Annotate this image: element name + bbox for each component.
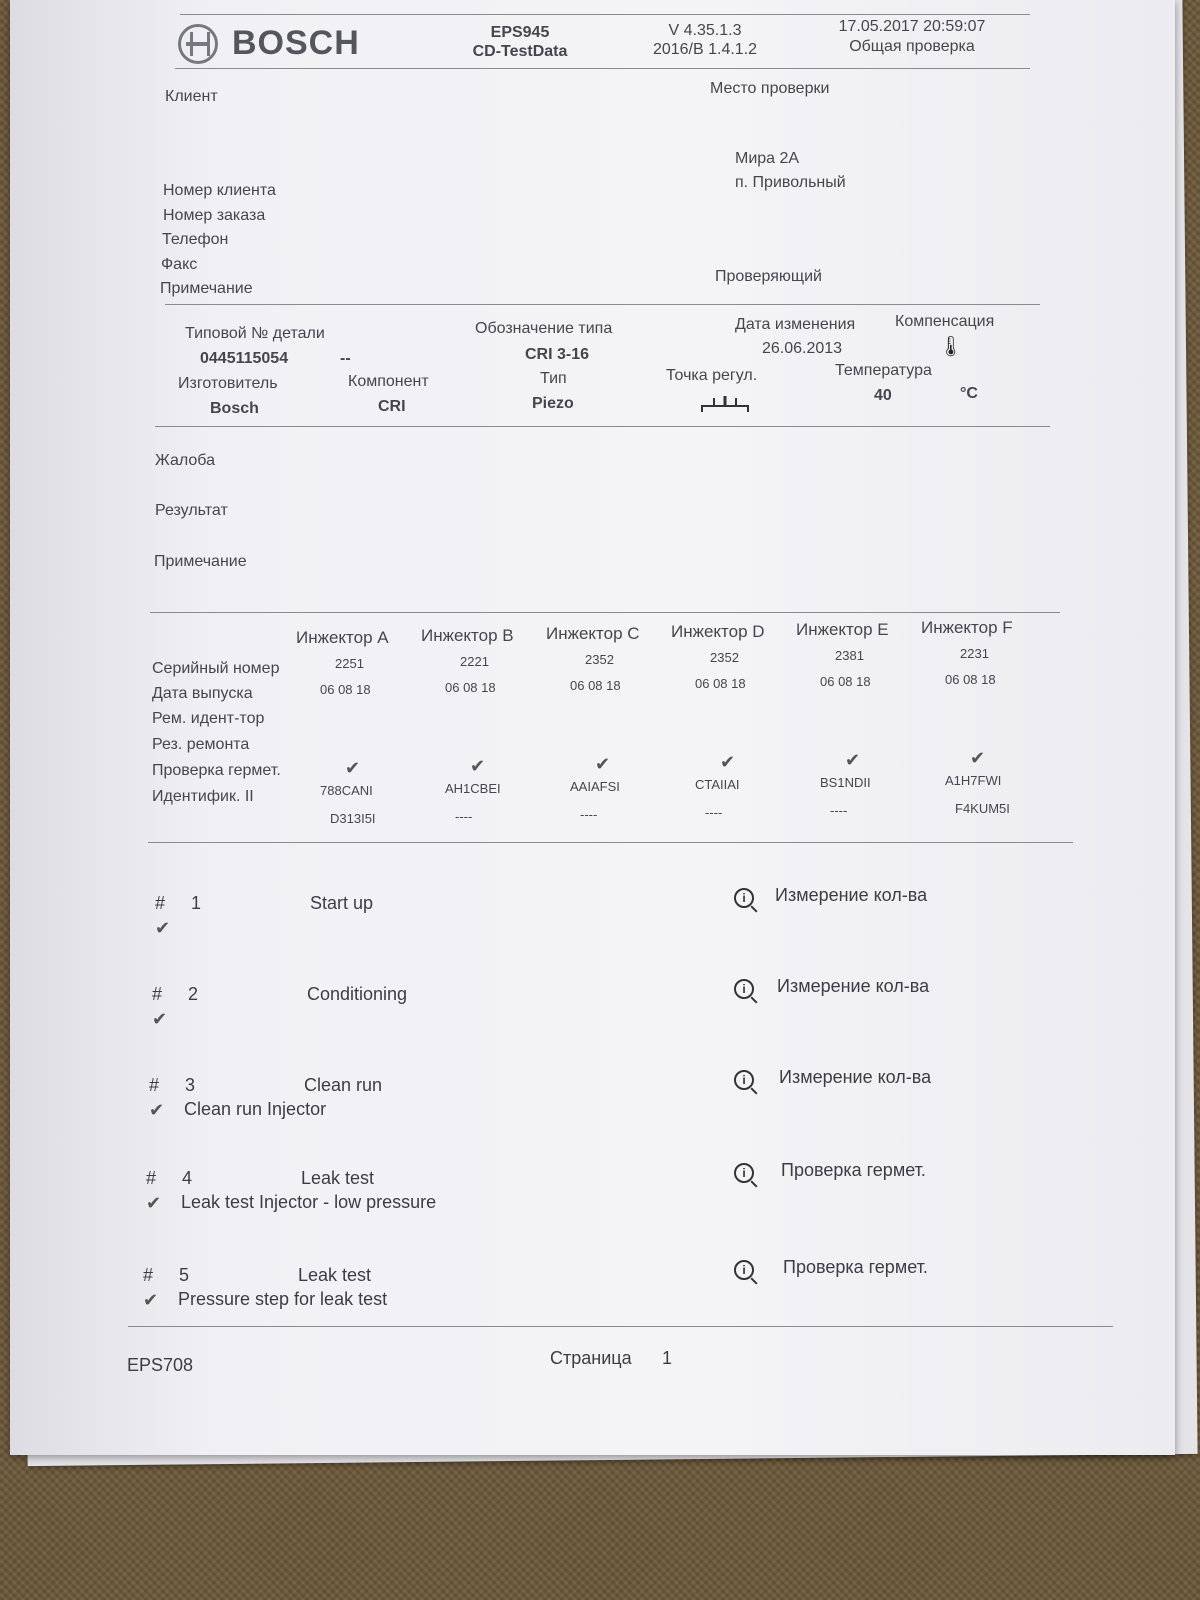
test-kind: Общая проверка [849,38,975,55]
injector-serial: 2352 [710,650,739,665]
injector-release-date: 06 08 18 [695,676,746,691]
remarks-rule [150,612,1060,613]
injector-release-date: 06 08 18 [945,672,996,687]
step-title: Clean run [304,1075,383,1095]
release-date-row-label: Дата выпуска [152,685,253,702]
injector-release-date: 06 08 18 [820,674,871,689]
step-hash: # [155,893,166,913]
injector-ident-1: 788CANI [320,783,373,798]
type-designation: CRI 3-16 [525,346,590,363]
step-hash: # [149,1075,160,1095]
step-check-icon: ✔ [155,918,171,938]
ident-row-label: Идентифик. II [152,788,254,805]
injector-release-date: 06 08 18 [445,680,496,695]
injector-name: Инжектор A [296,628,389,647]
page-number: 1 [662,1348,673,1368]
manufacturer: Bosch [210,400,259,417]
injector-serial: 2251 [335,656,364,671]
injector-serial: 2221 [460,654,489,669]
injector-leak-check-icon: ✔ [720,752,736,772]
change-date: 26.06.2013 [762,340,843,357]
client-number-label: Номер клиента [163,182,276,199]
manufacturer-label: Изготовитель [178,375,278,392]
footer-rule [128,1326,1113,1327]
injector-release-date: 06 08 18 [320,682,371,697]
client-note-label: Примечание [160,280,253,297]
adjust-point-label: Точка регул. [666,367,758,384]
order-number-label: Номер заказа [163,207,266,224]
injector-ident-2: ---- [830,803,848,818]
step-check-icon: ✔ [152,1009,168,1029]
step-title: Leak test [301,1168,375,1188]
part-suffix: -- [340,350,351,367]
temperature-value: 40 [874,387,892,404]
fax-label: Факс [161,256,198,273]
step-hash: # [143,1265,154,1285]
info-icon: i [734,1070,754,1090]
step-number: 5 [179,1265,190,1285]
injector-serial: 2381 [835,648,864,663]
type-label: Тип [540,370,567,387]
injector-ident-2: D313I5I [330,811,376,826]
injectors-rule [148,842,1073,843]
injector-ident-2: F4KUM5I [955,801,1010,816]
repair-result-row-label: Рез. ремонта [152,736,250,753]
step-measure-type: Измерение кол-ва [777,976,930,996]
step-detail: Pressure step for leak test [178,1289,388,1309]
info-icon: i [734,1260,754,1280]
injector-name: Инжектор C [546,624,640,643]
injector-ident-1: A1H7FWI [945,773,1002,788]
step-number: 1 [191,893,202,913]
repair-id-row-label: Рем. идент-тор [152,710,265,727]
step-detail: Clean run Injector [184,1099,327,1119]
place-label: Место проверки [710,80,830,97]
injector-leak-check-icon: ✔ [345,758,361,778]
result-label: Результат [155,502,228,519]
software-version: V 4.35.1.3 [668,22,742,39]
phone-label: Телефон [162,231,229,248]
step-measure-type: Проверка гермет. [781,1160,926,1180]
injector-ident-1: AAIAFSI [570,779,620,794]
report-sheet [10,0,1175,1455]
bosch-logo-icon [178,24,218,64]
leak-check-row-label: Проверка гермет. [152,762,281,779]
type-value: Piezo [532,395,574,412]
page-label: Страница [550,1348,632,1368]
type-designation-label: Обозначение типа [475,320,613,337]
header-rule [175,68,1030,69]
address-line2: п. Привольный [735,174,846,191]
injector-name: Инжектор E [796,620,889,639]
step-check-icon: ✔ [149,1100,165,1120]
step-number: 4 [182,1168,193,1188]
doc-code: EPS708 [127,1355,194,1375]
injector-ident-1: CTAIIAI [695,777,740,792]
injector-leak-check-icon: ✔ [845,750,861,770]
step-number: 3 [185,1075,196,1095]
report-datetime: 17.05.2017 20:59:07 [838,18,986,35]
step-title: Leak test [298,1265,372,1285]
info-icon: i [734,1163,754,1183]
injector-ident-2: ---- [705,805,723,820]
step-hash: # [146,1168,157,1188]
step-measure-type: Измерение кол-ва [779,1067,932,1087]
injector-leak-check-icon: ✔ [470,756,486,776]
change-date-label: Дата изменения [735,316,856,333]
injector-name: Инжектор D [671,622,765,641]
temperature-unit: °C [960,385,978,402]
injector-leak-check-icon: ✔ [970,748,986,768]
component-label: Компонент [348,373,429,390]
step-check-icon: ✔ [146,1193,162,1213]
injector-serial: 2231 [960,646,989,661]
client-label: Клиент [165,88,218,105]
top-rule [180,14,1030,15]
device-name: EPS945 [490,24,550,41]
component: CRI [378,398,406,415]
temperature-label: Температура [835,362,932,379]
step-measure-type: Измерение кол-ва [775,885,928,905]
complaint-label: Жалоба [155,452,215,469]
injector-ident-2: ---- [580,807,598,822]
compensation-icon: 🌡 [938,336,964,358]
info-icon: i [734,888,754,908]
step-number: 2 [188,984,199,1004]
client-rule [165,304,1040,305]
build-version: 2016/B 1.4.1.2 [652,41,758,58]
step-hash: # [152,984,163,1004]
compensation-label: Компенсация [895,313,995,330]
part-rule [155,426,1050,427]
step-title: Conditioning [307,984,408,1004]
adjust-point-icon [700,394,750,414]
injector-leak-check-icon: ✔ [595,754,611,774]
injector-release-date: 06 08 18 [570,678,621,693]
injector-serial: 2352 [585,652,614,667]
part-number: 0445115054 [200,350,289,367]
serial-row-label: Серийный номер [152,660,280,677]
brand-name: BOSCH [232,24,360,62]
injector-ident-2: ---- [455,809,473,824]
typical-part-label: Типовой № детали [185,325,325,342]
dataset-name: CD-TestData [472,43,568,60]
injector-ident-1: AH1CBEI [445,781,501,796]
step-measure-type: Проверка гермет. [783,1257,928,1277]
step-detail: Leak test Injector - low pressure [181,1192,437,1212]
remarks-note-label: Примечание [154,553,247,570]
info-icon: i [734,979,754,999]
step-check-icon: ✔ [143,1290,159,1310]
step-title: Start up [310,893,374,913]
injector-ident-1: BS1NDII [820,775,871,790]
injector-name: Инжектор B [421,626,514,645]
injector-name: Инжектор F [921,618,1013,637]
inspector-label: Проверяющий [715,268,822,285]
address-line1: Мира 2А [735,150,800,167]
